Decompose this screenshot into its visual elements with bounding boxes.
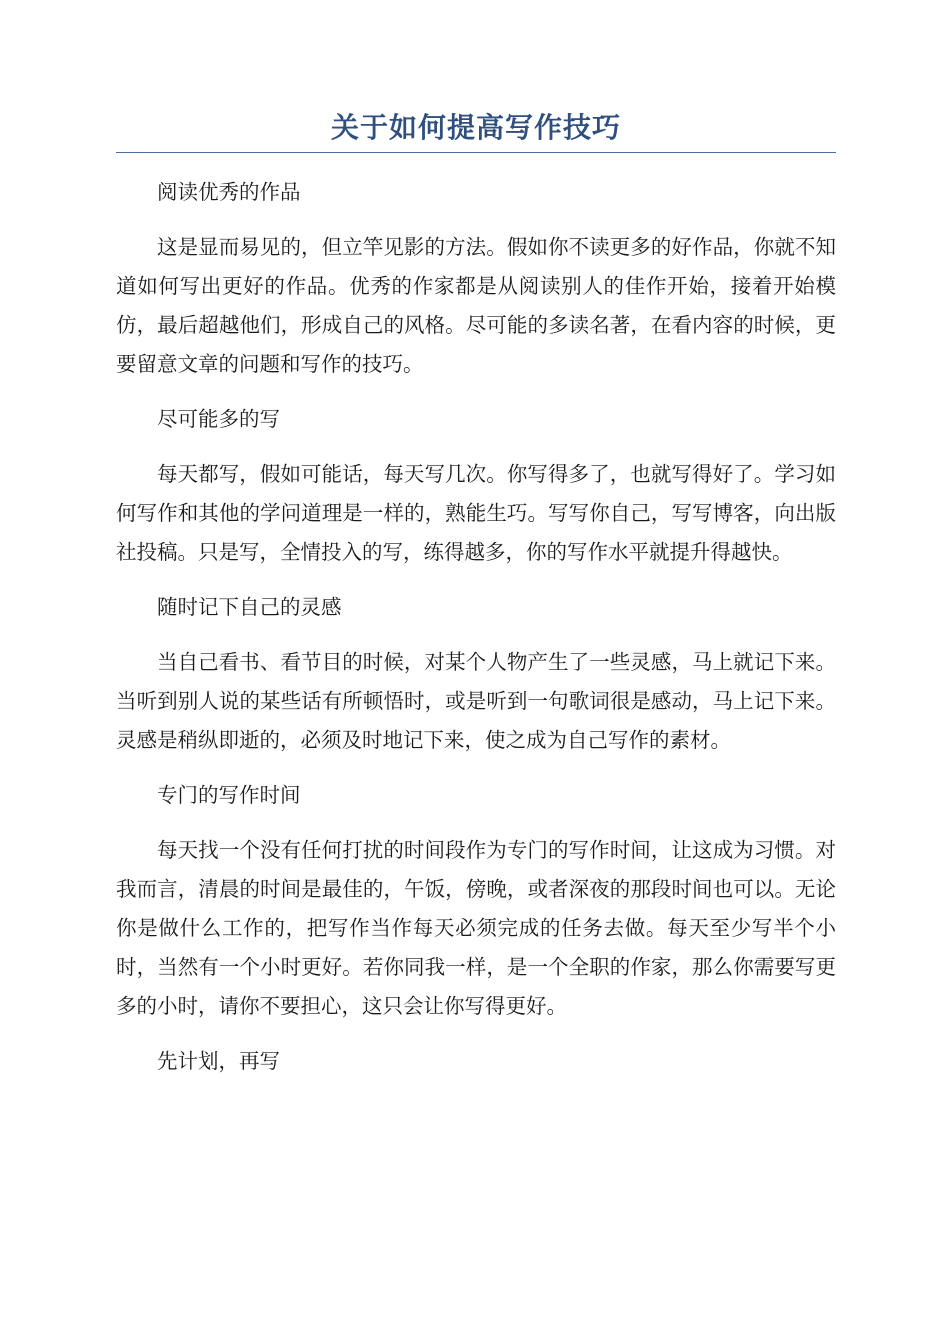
document-title: 关于如何提高写作技巧 — [330, 111, 621, 144]
section-body-inspiration: 当自己看书、看节目的时候，对某个人物产生了一些灵感，马上就记下来。当听到别人说的某些话有所顿悟时，或是听到一句歌词很是感动，马上记下来。灵感是稍纵即逝的，必须及时地记下来，使之成为自己写作的素材。 — [116, 650, 836, 752]
section-body-write-more: 每天都写，假如可能话，每天写几次。你写得多了，也就写得好了。学习如何写作和其他的学问道理是一样的，熟能生巧。写写你自己，写写博客，向出版社投稿。只是写，全情投入的写，练得越多，你的写作水平就提升得越快。 — [116, 462, 836, 564]
section-body-reading: 这是显而易见的，但立竿见影的方法。假如你不读更多的好作品，你就不知道如何写出更好的作品。优秀的作家都是从阅读别人的佳作开始，接着开始模仿，最后超越他们，形成自己的风格。尽可能的多读名著，在看内容的时候，更要留意文章的问题和写作的技巧。 — [116, 235, 836, 376]
section-heading-inspiration: 随时记下自己的灵感 — [157, 595, 342, 619]
document-page — [116, 108, 836, 1081]
section-body-writing-time: 每天找一个没有任何打扰的时间段作为专门的写作时间，让这成为习惯。对我而言，清晨的时间是最佳的，午饭，傍晚，或者深夜的那段时间也可以。无论你是做什么工作的，把写作当作每天必须完成的任务去做。每天至少写半个小时，当然有一个小时更好。若你同我一样，是一个全职的作家，那么你需要写更多的小时，请你不要担心，这只会让你写得更好。 — [116, 838, 836, 1018]
title-underline — [116, 152, 836, 153]
section-heading-writing-time: 专门的写作时间 — [157, 783, 301, 807]
section-heading-reading: 阅读优秀的作品 — [157, 180, 301, 204]
section-heading-write-more: 尽可能多的写 — [157, 407, 280, 431]
section-heading-plan-first: 先计划，再写 — [157, 1049, 280, 1073]
